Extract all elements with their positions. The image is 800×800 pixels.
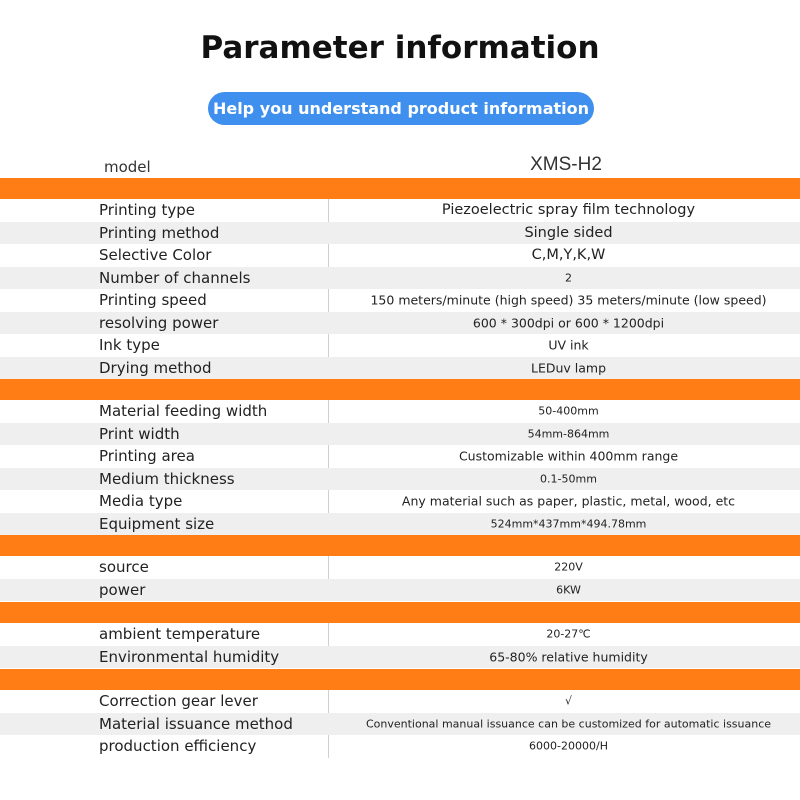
- row-label: source: [99, 558, 149, 577]
- row-value: 524mm*437mm*494.78mm: [490, 517, 647, 531]
- row-value: 50-400mm: [538, 404, 599, 418]
- row-value: Single sided: [524, 224, 613, 241]
- row-value: 2: [565, 271, 572, 285]
- table-row: [0, 334, 800, 357]
- row-label: Number of channels: [99, 268, 251, 287]
- page-title: Parameter information: [200, 30, 600, 66]
- table-row: [0, 267, 800, 290]
- table-row: [0, 646, 800, 669]
- spec-group-power: [0, 556, 800, 601]
- row-value: Conventional manual issuance can be customized for automatic issuance: [365, 717, 772, 731]
- spec-group-environment: [0, 623, 800, 668]
- row-value: 600 * 300dpi or 600 * 1200dpi: [472, 315, 665, 331]
- table-row: [0, 445, 800, 468]
- row-label: resolving power: [99, 313, 219, 332]
- row-label: power: [99, 580, 146, 599]
- table-row: [0, 513, 800, 536]
- table-row: [0, 222, 800, 245]
- table-row: [0, 400, 800, 423]
- row-value: 220V: [554, 560, 583, 574]
- table-row: [0, 713, 800, 736]
- row-value: 6KW: [556, 583, 581, 597]
- spec-group-printing: [0, 199, 800, 379]
- row-label: Material issuance method: [99, 714, 293, 733]
- row-value: 20-27℃: [546, 627, 591, 641]
- row-label: Printing method: [99, 223, 220, 242]
- table-row: [0, 490, 800, 513]
- table-row: [0, 312, 800, 335]
- table-row: [0, 199, 800, 222]
- row-value: UV ink: [548, 337, 589, 353]
- row-label: Equipment size: [99, 514, 215, 533]
- table-row: [0, 468, 800, 491]
- row-value: LEDuv lamp: [530, 360, 607, 376]
- subtitle-banner: Help you understand product information: [208, 92, 594, 125]
- row-value: 54mm-864mm: [527, 427, 610, 441]
- row-value: Customizable within 400mm range: [458, 448, 679, 464]
- section-divider-band: [0, 669, 800, 690]
- row-label: Media type: [99, 492, 183, 511]
- section-divider-band: [0, 379, 800, 400]
- section-divider-band: [0, 602, 800, 623]
- row-value: √: [564, 694, 572, 708]
- section-divider-band: [0, 178, 800, 199]
- row-label: Printing area: [99, 447, 195, 466]
- row-label: Environmental humidity: [99, 647, 280, 666]
- row-value: C,M,Y,K,W: [531, 247, 606, 264]
- row-label: Material feeding width: [99, 402, 268, 421]
- table-row: [0, 244, 800, 267]
- row-value: Any material such as paper, plastic, metal, wood, etc: [401, 493, 736, 509]
- row-label: production efficiency: [99, 737, 257, 756]
- row-value: 6000-20000/H: [529, 739, 608, 753]
- table-row: [0, 735, 800, 758]
- row-value: 0.1-50mm: [540, 472, 597, 486]
- row-label: Printing type: [99, 201, 195, 220]
- row-value: 150 meters/minute (high speed) 35 meters/minute (low speed): [370, 292, 767, 308]
- table-row: [0, 690, 800, 713]
- row-label: ambient temperature: [99, 625, 261, 644]
- table-row: [0, 556, 800, 579]
- row-label: Drying method: [99, 358, 212, 377]
- row-label: Selective Color: [99, 246, 212, 265]
- model-value: XMS-H2: [530, 154, 602, 175]
- table-row: [0, 289, 800, 312]
- table-row: [0, 357, 800, 380]
- row-label: Printing speed: [99, 291, 207, 310]
- row-label: Ink type: [99, 336, 160, 355]
- row-label: Medium thickness: [99, 469, 235, 488]
- row-label: Print width: [99, 424, 180, 443]
- table-row: [0, 423, 800, 446]
- model-row: [0, 150, 800, 180]
- row-value: 65-80% relative humidity: [489, 649, 648, 665]
- row-label: Correction gear lever: [99, 692, 258, 711]
- table-row: [0, 623, 800, 646]
- row-value: Piezoelectric spray film technology: [441, 202, 696, 219]
- spec-group-material: [0, 400, 800, 535]
- table-row: [0, 579, 800, 602]
- section-divider-band: [0, 535, 800, 556]
- spec-group-operation: [0, 690, 800, 758]
- model-label: model: [104, 158, 151, 176]
